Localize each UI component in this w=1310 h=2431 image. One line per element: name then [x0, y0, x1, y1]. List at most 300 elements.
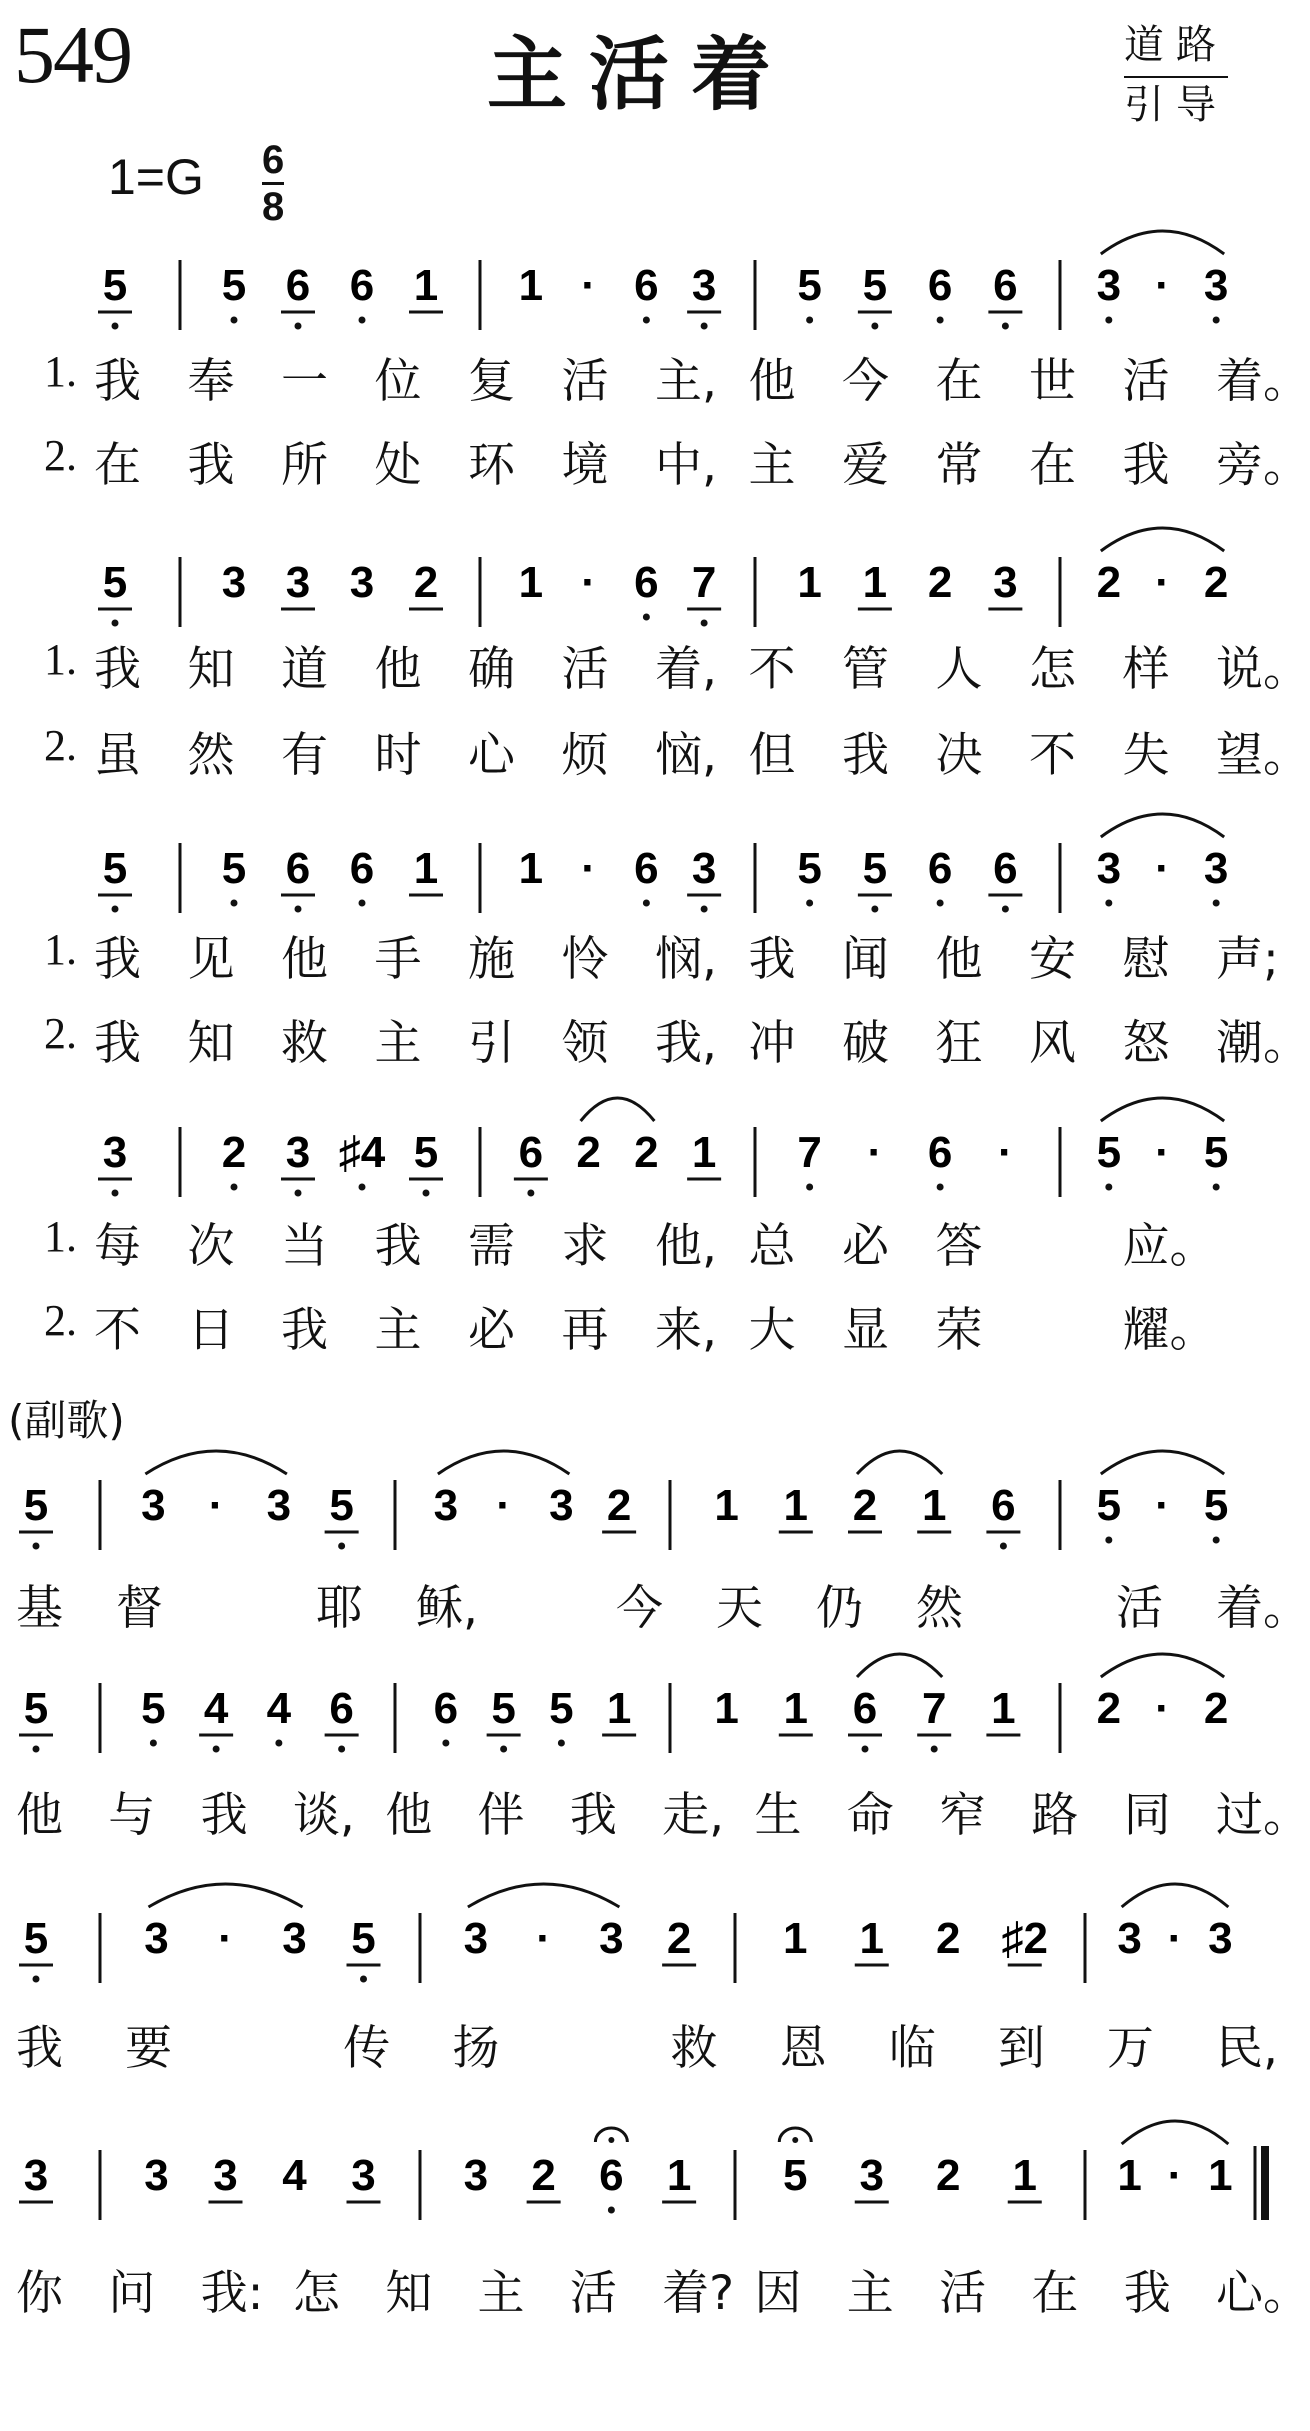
note	[602, 1481, 636, 1532]
lyric-syllable: 决	[935, 728, 983, 783]
note-digit: 3	[549, 1481, 574, 1530]
tie-arc	[145, 1451, 287, 1474]
lyric-syllable: 活	[1116, 1581, 1163, 1636]
note-digit: 5	[23, 1481, 49, 1530]
octave-dot	[558, 1740, 565, 1747]
octave-dot	[295, 1190, 302, 1197]
note-digit: 5	[329, 1481, 354, 1530]
lyric-syllable: 必	[468, 1303, 515, 1358]
octave-dot	[937, 900, 944, 907]
lyric-syllable: 说。	[1216, 642, 1310, 697]
lyric-syllable: 过。	[1216, 1788, 1310, 1843]
octave-dot	[806, 1184, 813, 1191]
note	[779, 1481, 813, 1532]
lyric-syllable: 虽	[94, 728, 141, 783]
note-digit: 3	[285, 1128, 311, 1177]
lyric-syllable: 着?	[662, 2266, 735, 2321]
lyric-syllable: 我	[842, 728, 889, 783]
note-digit: 1	[783, 1684, 809, 1733]
note	[281, 1128, 315, 1197]
note	[662, 1914, 696, 1965]
note	[858, 558, 892, 609]
note	[1097, 844, 1121, 907]
note-digit: 1	[413, 844, 439, 893]
note-digit: 1	[1117, 2151, 1142, 2200]
octave-dot	[275, 1740, 282, 1747]
lyric-syllable: 怎	[1029, 642, 1076, 697]
note-digit: 1	[518, 558, 544, 607]
note-digit: 6	[927, 844, 953, 893]
lyric-syllable: 破	[842, 1016, 889, 1071]
tie-arc	[1101, 1654, 1224, 1677]
note-digit: 6	[349, 261, 375, 310]
octave-dot	[112, 323, 119, 330]
lyric-syllable: 活	[569, 2266, 617, 2321]
note	[928, 1128, 952, 1191]
lyric-syllable: 临	[888, 2021, 936, 2076]
note-digit: 6	[852, 1684, 878, 1733]
note-digit: 1	[666, 2151, 692, 2200]
note	[1117, 1914, 1141, 1963]
note-digit: 3	[1117, 1914, 1142, 1963]
lyric-syllable: 你	[16, 2266, 63, 2321]
verse-number: 1.	[44, 1212, 77, 1261]
note-digit: 4	[203, 1684, 229, 1733]
lyric-syllable: 路	[1031, 1788, 1079, 1843]
lyric-syllable: 需	[468, 1219, 515, 1274]
note	[519, 558, 543, 607]
octave-dot	[871, 906, 878, 913]
lyric-syllable: 知	[385, 2266, 433, 2321]
note-digit: 5	[141, 1684, 166, 1733]
note	[464, 1914, 488, 1963]
note	[779, 1684, 813, 1735]
lyric-syllable: 主	[477, 2266, 525, 2321]
note	[325, 1684, 359, 1753]
note-digit: 4	[266, 1684, 292, 1733]
tie-arc	[1122, 2121, 1229, 2144]
note	[222, 558, 246, 607]
note-digit: 3	[23, 2151, 49, 2200]
lyric-syllable: 心。	[1216, 2266, 1310, 2321]
tie-arc	[1101, 231, 1224, 254]
lyric-syllable: 在	[1031, 2266, 1079, 2321]
note-digit: ·	[1155, 1684, 1170, 1733]
octave-dot	[231, 1184, 238, 1191]
lyric-syllable: 民,	[1216, 2021, 1278, 2076]
note	[19, 1914, 53, 1983]
note-digit: ·	[536, 1914, 551, 1963]
note	[536, 1914, 551, 1963]
note-digit: 6	[634, 261, 659, 310]
note-digit: 5	[102, 844, 128, 893]
verse-number: 2.	[44, 1296, 77, 1345]
note-digit: 3	[599, 1914, 624, 1963]
lyric-syllable: 他	[385, 1788, 433, 1843]
category-line-2: 引导	[1124, 82, 1228, 128]
lyric-syllable: 着。	[1216, 354, 1310, 409]
note	[487, 1684, 521, 1753]
lyric-syllable: 我:	[200, 2266, 264, 2321]
note-digit: ·	[1155, 1481, 1170, 1530]
octave-dot	[338, 1746, 345, 1753]
lyric-syllable: 恼,	[655, 728, 717, 783]
octave-dot	[442, 1740, 449, 1747]
lyric-syllable: 伴	[477, 1788, 525, 1843]
note	[1168, 1914, 1183, 1963]
lyric-syllable: 同	[1123, 1788, 1171, 1843]
note	[1097, 558, 1121, 607]
octave-dot	[701, 620, 708, 627]
lyric-syllable: 我	[94, 642, 141, 697]
octave-dot	[806, 317, 813, 324]
note	[687, 1128, 721, 1179]
hymn-number: 549	[14, 9, 131, 100]
note-digit: ·	[581, 844, 596, 893]
octave-dot	[1213, 317, 1220, 324]
lyric-syllable: 生	[754, 1788, 802, 1843]
note-digit: 1	[714, 1684, 739, 1733]
lyric-syllable: 确	[468, 642, 515, 697]
lyric-syllable: 仍	[816, 1581, 863, 1636]
note-digit: 5	[549, 1684, 574, 1733]
lyric-syllable: 位	[374, 354, 422, 409]
lyric-syllable: 扬	[452, 2021, 500, 2076]
octave-dot	[213, 1746, 220, 1753]
lyric-syllable: 管	[842, 642, 889, 697]
tie-arc	[1101, 1451, 1224, 1474]
lyric-syllable: 答	[935, 1219, 983, 1274]
verse-number: 2.	[44, 1009, 77, 1058]
note	[209, 1481, 224, 1530]
lyric-syllable: 求	[561, 1219, 609, 1274]
lyric-syllable: 主	[374, 1016, 422, 1071]
note	[282, 2151, 307, 2200]
note-digit: ·	[581, 558, 596, 607]
octave-dot	[1105, 900, 1112, 907]
note-digit: 1	[1208, 2151, 1233, 2200]
note	[634, 558, 658, 621]
octave-dot	[937, 1184, 944, 1191]
note-digit: 2	[413, 558, 439, 607]
lyric-syllable: 活	[939, 2266, 987, 2321]
lyric-syllable: 日	[187, 1303, 235, 1358]
note-digit: 6	[349, 844, 375, 893]
note	[144, 2151, 168, 2200]
tie-arc	[1101, 1098, 1224, 1121]
lyric-syllable: 应。	[1122, 1219, 1217, 1274]
note-digit: 3	[221, 558, 247, 607]
octave-dot	[33, 1976, 40, 1983]
note	[222, 844, 246, 907]
lyric-syllable: 他	[748, 354, 796, 409]
lyric-syllable: 声;	[1216, 932, 1279, 987]
lyric-syllable: 他	[935, 932, 983, 987]
lyric-syllable: 要	[125, 2021, 173, 2076]
lyric-syllable: 今	[616, 1581, 663, 1636]
note	[1155, 1128, 1170, 1177]
note	[1208, 2151, 1232, 2200]
note	[141, 1684, 165, 1747]
note	[98, 261, 132, 330]
note-digit: 1	[714, 1481, 739, 1530]
note	[998, 1128, 1013, 1177]
octave-dot	[1105, 317, 1112, 324]
lyric-syllable: 每	[94, 1219, 141, 1274]
lyric-syllable: 主	[374, 1303, 422, 1358]
note-digit: 1	[1012, 2151, 1037, 2200]
note	[347, 2151, 381, 2202]
note	[519, 261, 543, 310]
lyric-syllable: 我	[1122, 438, 1170, 493]
note-digit: 7	[691, 558, 717, 607]
lyric-syllable: 引	[468, 1016, 515, 1071]
octave-dot	[931, 1746, 938, 1753]
note	[634, 261, 658, 324]
note	[714, 1684, 738, 1733]
lyric-syllable: 他,	[655, 1219, 717, 1274]
note-digit: 1	[991, 1684, 1016, 1733]
octave-dot	[295, 323, 302, 330]
note-digit: 6	[285, 261, 311, 310]
note-digit: ·	[998, 1128, 1013, 1177]
note-digit: 2	[852, 1481, 878, 1530]
note-digit: 5	[862, 261, 888, 310]
note-digit: 2	[606, 1481, 632, 1530]
note-digit: 6	[927, 261, 953, 310]
lyric-syllable: 施	[468, 932, 515, 987]
tie-arc	[438, 1451, 570, 1474]
chorus-label: (副歌)	[8, 1396, 125, 1445]
note	[281, 261, 315, 330]
lyric-syllable: 领	[561, 1016, 609, 1071]
note-digit: 2	[576, 1128, 601, 1177]
octave-dot	[608, 2207, 615, 2214]
note	[1208, 1914, 1232, 1963]
lyric-syllable: 总	[748, 1219, 796, 1274]
note	[347, 1914, 381, 1983]
note-digit: 6	[927, 1128, 953, 1177]
note-digit: ·	[1155, 558, 1170, 607]
tie-arc	[857, 1451, 942, 1474]
lyric-syllable: 常	[935, 438, 983, 493]
lyric-syllable: 我	[200, 1788, 248, 1843]
lyric-syllable: 但	[748, 728, 796, 783]
octave-dot	[862, 1746, 869, 1753]
note	[1155, 558, 1170, 607]
note-digit: 1	[606, 1684, 632, 1733]
octave-dot	[423, 1190, 430, 1197]
octave-dot	[701, 906, 708, 913]
note	[549, 1481, 573, 1530]
octave-dot	[643, 317, 650, 324]
lyric-syllable: 怎	[292, 2266, 340, 2321]
note-digit: ·	[581, 261, 596, 310]
note	[581, 261, 596, 310]
lyric-syllable: 大	[748, 1303, 796, 1358]
note-digit: 3	[1096, 844, 1122, 893]
note	[141, 1481, 165, 1530]
note-digit: 1	[518, 844, 544, 893]
lyric-syllable: 着,	[655, 642, 717, 697]
note-digit: 1	[921, 1481, 947, 1530]
note-digit: 2	[936, 1914, 961, 1963]
tie-arc	[581, 1098, 655, 1121]
note-digit: ·	[208, 1481, 224, 1530]
note	[19, 2151, 53, 2202]
lyric-syllable: 然	[916, 1581, 963, 1636]
note	[858, 844, 892, 913]
lyric-syllable: 怒	[1122, 1016, 1170, 1071]
lyric-syllable: 当	[281, 1219, 328, 1274]
lyric-syllable: 来,	[655, 1303, 717, 1358]
lyric-syllable: 我	[748, 932, 796, 987]
note	[779, 2128, 811, 2200]
note-digit: 3	[433, 1481, 459, 1530]
note	[858, 261, 892, 330]
octave-dot	[295, 906, 302, 913]
lyric-syllable: 活	[1122, 354, 1170, 409]
octave-dot	[806, 900, 813, 907]
note-digit: 3	[282, 1914, 307, 1963]
note	[1204, 261, 1228, 324]
note-digit: 5	[783, 2151, 808, 2200]
note	[496, 1481, 511, 1530]
note	[687, 261, 721, 330]
lyric-syllable: 所	[281, 438, 328, 493]
note	[434, 1684, 458, 1747]
lyric-syllable: 救	[281, 1016, 328, 1071]
note	[1097, 261, 1121, 324]
note-digit: 1	[797, 558, 822, 607]
note	[19, 1684, 53, 1753]
octave-dot	[112, 906, 119, 913]
lyric-syllable: 风	[1029, 1016, 1076, 1071]
note	[527, 2151, 561, 2202]
note	[1097, 1481, 1121, 1544]
octave-dot	[359, 1184, 366, 1191]
octave-dot	[1213, 900, 1220, 907]
note-digit: 3	[213, 2151, 238, 2200]
octave-dot	[112, 620, 119, 627]
note	[1155, 844, 1170, 893]
note-digit: 5	[221, 844, 247, 893]
lyric-syllable: 安	[1029, 932, 1076, 987]
lyric-syllable: 人	[935, 642, 983, 697]
note-digit: 5	[1203, 1481, 1229, 1530]
note	[409, 261, 443, 312]
verse-number: 1.	[44, 925, 77, 974]
octave-dot	[112, 1190, 119, 1197]
note	[928, 844, 952, 907]
verse-number: 2.	[44, 721, 77, 770]
note	[1168, 2151, 1183, 2200]
lyric-syllable: 他	[374, 642, 422, 697]
octave-dot	[150, 1740, 157, 1747]
note-digit: 6	[329, 1684, 354, 1733]
note-digit: 3	[144, 2151, 169, 2200]
octave-dot	[231, 900, 238, 907]
octave-dot	[1213, 1184, 1220, 1191]
note	[1002, 1914, 1048, 1965]
lyric-syllable: 稣,	[416, 1581, 478, 1636]
lyric-syllable: 因	[754, 2266, 802, 2321]
note-digit: 5	[1096, 1128, 1122, 1177]
note-digit: 2	[634, 1128, 659, 1177]
note-digit: 3	[1203, 844, 1229, 893]
lyric-syllable: 次	[187, 1219, 235, 1274]
note-digit: 3	[1208, 1914, 1233, 1963]
note-digit: 1	[413, 261, 439, 310]
note	[687, 844, 721, 913]
lyric-syllable: 主	[846, 2266, 894, 2321]
lyric-syllable: 我	[94, 1016, 141, 1071]
lyric-syllable: 督	[116, 1581, 163, 1636]
note-digit: 1	[862, 558, 888, 607]
lyric-syllable: 与	[108, 1788, 156, 1843]
note-digit: 3	[993, 558, 1018, 607]
octave-dot	[359, 317, 366, 324]
lyric-syllable: 知	[187, 642, 235, 697]
lyric-syllable: 我,	[655, 1016, 717, 1071]
lyric-syllable: 手	[374, 932, 422, 987]
note	[519, 844, 543, 893]
octave-dot	[231, 317, 238, 324]
octave-dot	[937, 317, 944, 324]
lyric-syllable: 传	[343, 2021, 391, 2076]
lyric-syllable: 我	[94, 354, 141, 409]
note-digit: 5	[797, 261, 822, 310]
note-digit: 5	[102, 261, 128, 310]
note-digit: 6	[599, 2151, 624, 2200]
lyric-syllable: 到	[997, 2021, 1045, 2076]
lyric-syllable: 我	[374, 1219, 422, 1274]
note-digit: 2	[531, 2151, 556, 2200]
note	[434, 1481, 458, 1530]
note-digit: 3	[266, 1481, 292, 1530]
note-digit: ·	[1155, 1128, 1170, 1177]
lyric-syllable: 不	[1029, 728, 1076, 783]
note-digit: 2	[221, 1128, 247, 1177]
lyric-syllable: 我	[94, 932, 141, 987]
octave-dot	[1000, 1543, 1007, 1550]
note-digit: 1	[518, 261, 544, 310]
lyric-syllable: 道	[281, 642, 328, 697]
note	[634, 1128, 658, 1177]
key-signature: 1=G	[108, 149, 204, 205]
note-digit: 6	[993, 261, 1018, 310]
note	[409, 1128, 443, 1197]
note	[1155, 261, 1170, 310]
note-digit: 6	[993, 844, 1018, 893]
note-digit: 5	[1203, 1128, 1229, 1177]
lyric-syllable: 爱	[842, 438, 889, 493]
lyric-syllable: 世	[1029, 354, 1076, 409]
note	[936, 1914, 960, 1963]
note-digit: 6	[433, 1684, 459, 1733]
lyric-syllable: 天	[716, 1581, 763, 1636]
note-digit: 3	[102, 1128, 128, 1177]
lyric-syllable: 救	[670, 2021, 718, 2076]
note-digit: 5	[23, 1914, 49, 1963]
note-digit: 3	[285, 558, 311, 607]
note	[98, 558, 132, 627]
note-digit: 2	[1096, 558, 1122, 607]
octave-dot	[1002, 323, 1009, 330]
note	[848, 1481, 882, 1532]
note-digit: 1	[859, 1914, 884, 1963]
note	[409, 844, 443, 895]
